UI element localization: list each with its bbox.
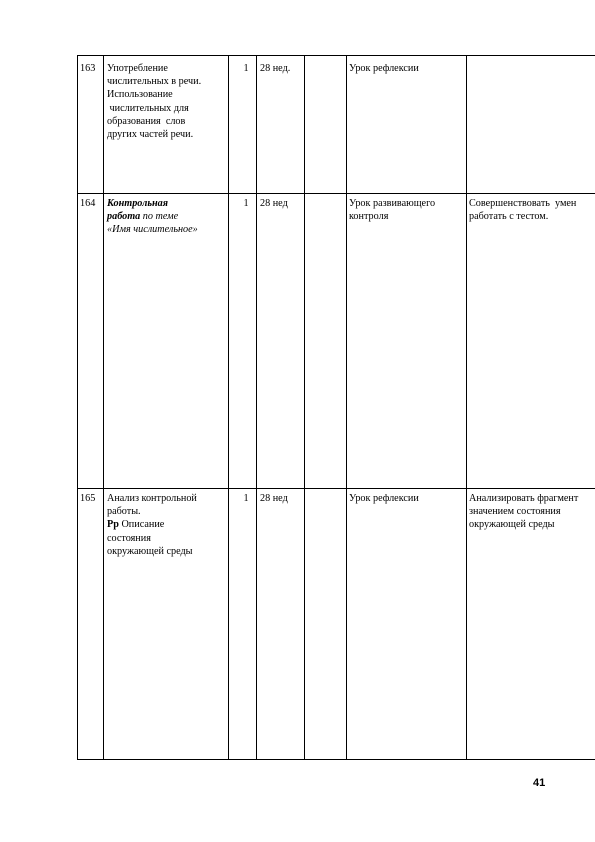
lesson-topic [107, 492, 227, 558]
activity-line: работать с тестом. [469, 211, 549, 223]
topic-line: числительных в речи. [107, 76, 202, 88]
topic-line: Употребление [107, 63, 168, 74]
type-line: Урок рефлексии [349, 493, 419, 504]
lesson-week: 28 нед [260, 198, 288, 209]
lesson-week: 28 нед. [260, 63, 291, 74]
lesson-type [349, 62, 469, 75]
topic-line: Контрольная [107, 198, 169, 209]
topic-line: состояния [107, 532, 151, 544]
topic-italic-fragment: по теме [140, 211, 179, 223]
topic-line: Анализ контрольной [107, 493, 197, 504]
table-border-left [77, 56, 78, 759]
type-line: Урок развивающего [349, 198, 436, 209]
lesson-number: 165 [80, 493, 96, 504]
topic-line: образования слов [107, 115, 186, 127]
type-line: Урок рефлексии [349, 63, 419, 74]
row-divider [77, 488, 595, 489]
topic-line: «Имя числительное» [107, 224, 198, 236]
topic-fragment: Описание [118, 519, 165, 531]
lesson-week: 28 нед [260, 493, 288, 504]
lesson-topic [107, 197, 227, 237]
activity-line: Анализировать фрагмент [469, 493, 579, 504]
activity-line: Совершенствовать умен [469, 198, 577, 209]
lesson-number: 164 [80, 198, 96, 209]
column-divider [228, 56, 229, 759]
topic-line: числительных для [107, 102, 189, 114]
topic-line [107, 210, 227, 223]
type-line: контроля [349, 211, 389, 223]
lesson-type [349, 492, 469, 505]
topic-bold-fragment: Рр [107, 519, 119, 531]
topic-bold-fragment: работа [107, 211, 141, 223]
column-divider [466, 56, 467, 759]
row-divider [77, 193, 595, 194]
activity-line: значением состояния [469, 506, 561, 518]
topic-line: окружающей среды [107, 545, 193, 557]
lesson-hours: 1 [243, 198, 249, 209]
page-number: 41 [533, 777, 546, 789]
activity-line: окружающей среды [469, 519, 555, 531]
topic-line: работы. [107, 506, 141, 518]
topic-line: других частей речи. [107, 129, 194, 141]
column-divider [256, 56, 257, 759]
lesson-plan-table [77, 55, 595, 760]
lesson-activity [469, 492, 595, 532]
column-divider [346, 56, 347, 759]
topic-line [107, 518, 227, 531]
column-divider [103, 56, 104, 759]
lesson-type [349, 197, 469, 223]
lesson-number: 163 [80, 63, 96, 74]
lesson-topic [107, 62, 227, 141]
lesson-activity [469, 197, 595, 223]
topic-line: Использование [107, 89, 173, 101]
lesson-hours: 1 [243, 493, 249, 504]
column-divider [304, 56, 305, 759]
lesson-hours: 1 [243, 63, 249, 74]
